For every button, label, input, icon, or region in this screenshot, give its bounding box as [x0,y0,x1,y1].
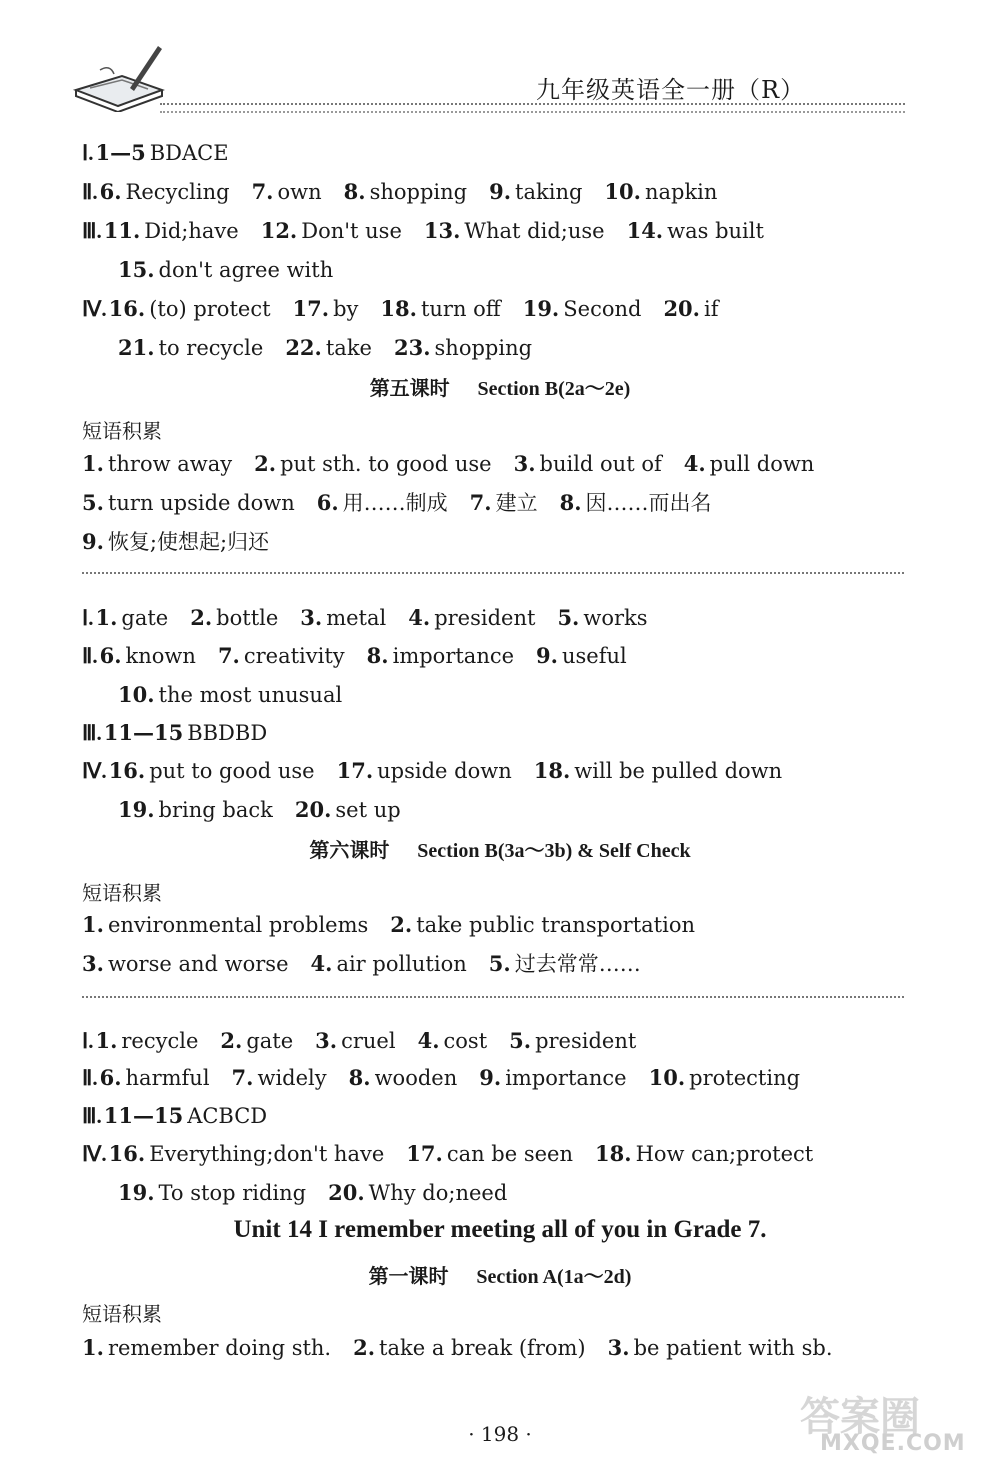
roman-numeral: Ⅱ. [82,644,98,668]
item-answer: bring back [158,798,273,822]
item-answer: to recycle [158,336,264,360]
item-answer: if [703,297,719,321]
phrase-item [82,490,295,516]
answer-line [82,179,739,205]
item-answer: Everything;don't have [149,1142,385,1166]
answer-item [109,296,271,322]
answer-item [95,140,228,166]
item-answer: gate [246,1029,294,1053]
answer-item [104,720,267,746]
item-answer: Why do;need [368,1181,508,1205]
answer-line [82,296,740,322]
answer-item [489,179,582,205]
item-number: 6. [99,1065,122,1090]
item-number: 3. [315,1028,338,1053]
answer-line [82,1028,658,1054]
phrase-text: air pollution [336,952,467,976]
phrase-text: throw away [107,452,233,476]
item-number: 18. [595,1141,632,1166]
answer-line [82,1141,835,1167]
answer-line [118,257,355,283]
answer-item [118,682,342,708]
phrase-item [684,451,815,477]
item-number: 13. [423,218,461,243]
answer-item [328,1180,507,1206]
item-number: 23. [393,335,431,360]
phrase-item [608,1335,833,1361]
lesson-heading-1 [0,1260,1000,1289]
item-number: 18. [533,758,571,783]
item-number: 3. [513,451,536,476]
item-number: 3. [300,605,323,630]
phrase-label: 短语积累 [82,419,162,443]
lesson-heading-6 [0,834,1000,863]
item-number: 20. [328,1180,365,1205]
roman-numeral: Ⅰ. [82,606,94,630]
answer-item [261,218,402,244]
item-answer: president [535,1029,637,1053]
roman-numeral: Ⅳ. [82,759,107,783]
phrase-line [82,1335,855,1361]
answer-line [118,1180,529,1206]
item-number: 17. [292,296,330,321]
item-number: 8. [559,490,582,515]
answer-item [534,758,782,784]
item-answer: put to good use [149,759,315,783]
phrase-item [311,951,467,977]
answer-line [82,720,289,746]
answer-item [367,643,514,669]
item-number: 12. [260,218,298,243]
item-answer: by [333,297,359,321]
answer-item [406,1141,573,1167]
phrase-text: pull down [709,452,815,476]
answer-item [220,1028,293,1054]
item-number: 16. [108,1141,146,1166]
item-number: 4. [683,451,706,476]
item-answer: own [277,180,322,204]
item-number: 10. [648,1065,686,1090]
item-answer: importance [392,644,515,668]
answer-line [118,797,423,823]
answer-item [95,605,168,631]
answer-item [479,1065,626,1091]
item-number: 4. [310,951,333,976]
item-answer: recycle [121,1029,199,1053]
answer-item [100,179,230,205]
phrase-item [254,451,491,477]
answer-item [649,1065,800,1091]
page-header [0,0,1000,110]
answer-line [82,140,251,166]
phrase-item [317,490,448,516]
phrase-item [353,1335,586,1361]
phrase-text: 建立 [495,491,538,515]
answer-item [627,218,764,244]
item-answer: can be seen [446,1142,574,1166]
item-answer: take [325,336,372,360]
item-answer: Recycling [125,180,230,204]
phrase-item [82,912,368,938]
answer-item [523,296,642,322]
item-number: 8. [366,643,389,668]
answer-item [118,257,333,283]
answer-item [295,797,401,823]
answer-item [218,643,345,669]
item-answer: gate [121,606,169,630]
item-answer: upside down [377,759,512,783]
item-number: 10. [118,682,155,707]
item-number: 5. [509,1028,532,1053]
item-answer: the most unusual [158,683,343,707]
item-answer: widely [257,1066,327,1090]
answer-item [595,1141,813,1167]
item-answer: taking [515,180,583,204]
item-number: 22. [285,335,322,360]
phrase-label: 短语积累 [82,1302,162,1326]
answer-item [408,605,535,631]
phrase-item [82,1335,331,1361]
item-number: 2. [353,1335,376,1360]
phrase-text: 过去常常…… [514,952,641,976]
phrase-text: remember doing sth. [107,1336,332,1360]
answer-item [394,335,532,361]
item-answer: (to) protect [149,297,271,321]
item-number: 1—5 [95,140,146,165]
answer-line [82,1103,289,1129]
item-number: 7. [469,490,492,515]
phrase-line [82,490,734,516]
answer-item [104,218,239,244]
phrase-item [470,490,538,516]
item-number: 3. [607,1335,630,1360]
answer-item [536,643,627,669]
header-rule [160,103,905,113]
item-number: 1. [95,1028,118,1053]
answer-line [118,335,554,361]
section-title: Section B(3a～3b) & Self Check [417,840,691,862]
item-answer: How can;protect [635,1142,814,1166]
answer-item [418,1028,488,1054]
item-number: 2. [390,912,413,937]
item-number: 16. [108,296,146,321]
item-number: 9. [479,1065,502,1090]
roman-numeral: Ⅰ. [82,141,94,165]
item-number: 7. [251,179,274,204]
item-number: 16. [108,758,146,783]
item-number: 5. [82,490,104,515]
item-number: 2. [220,1028,243,1053]
item-answer: cost [443,1029,488,1053]
answer-item [285,335,372,361]
answer-item [190,605,278,631]
phrase-text: take public transportation [416,913,696,937]
roman-numeral: Ⅳ. [82,297,107,321]
item-answer: Second [563,297,642,321]
answer-item [300,605,386,631]
answer-item [252,179,322,205]
item-answer: Don't use [301,219,402,243]
item-number: 18. [380,296,417,321]
phrase-line [82,451,836,477]
phrase-text: environmental problems [107,913,369,937]
item-answer: known [125,644,196,668]
phrase-text: worse and worse [107,952,289,976]
answer-item [118,335,263,361]
item-answer: was built [667,219,764,243]
phrase-text: take a break (from) [379,1336,586,1360]
item-answer: ACBCD [187,1104,268,1128]
item-number: 17. [336,758,374,783]
watermark-main: 答案圈 [800,1394,920,1440]
answer-line [82,218,786,244]
answer-item [232,1065,327,1091]
item-answer: shopping [434,336,533,360]
item-number: 7. [231,1065,254,1090]
answer-item [337,758,512,784]
answer-item [109,758,315,784]
answer-line [118,682,364,708]
answer-item [95,1028,198,1054]
item-number: 9. [489,179,512,204]
header-title: 九年级英语全一册（R） [536,76,806,104]
item-number: 21. [118,335,155,360]
notebook-pen-icon [70,40,170,112]
item-number: 7. [217,643,240,668]
item-number: 2. [190,605,213,630]
item-answer: shopping [369,180,468,204]
roman-numeral: Ⅳ. [82,1142,107,1166]
lesson-title: 第一课时 [368,1264,449,1288]
item-answer: wooden [374,1066,458,1090]
answer-item [315,1028,395,1054]
item-number: 20. [294,797,332,822]
answer-item [100,1065,210,1091]
item-number: 8. [343,179,366,204]
answer-item [118,1180,306,1206]
item-answer: cruel [341,1029,396,1053]
answer-line [82,758,804,784]
item-number: 6. [316,490,339,515]
item-number: 11. [103,218,141,243]
item-answer: will be pulled down [574,759,783,783]
item-number: 14. [626,218,664,243]
answer-item [380,296,500,322]
answer-item [344,179,467,205]
dotted-divider [82,996,904,998]
roman-numeral: Ⅱ. [82,180,98,204]
item-answer: What did;use [464,219,605,243]
phrase-line [82,912,717,938]
answer-item [424,218,605,244]
dotted-divider [82,572,904,574]
answer-line [82,1065,822,1091]
item-number: 6. [99,179,122,204]
item-number: 19. [522,296,560,321]
phrase-text: 因……而出名 [585,491,712,515]
phrase-item [560,490,712,516]
answer-line [82,643,649,669]
item-answer: To stop riding [158,1181,307,1205]
roman-numeral: Ⅰ. [82,1029,94,1053]
item-number: 4. [417,1028,440,1053]
phrase-text: put sth. to good use [280,452,492,476]
answer-item [293,296,359,322]
watermark-site: MXQE.COM [820,1431,966,1456]
item-number: 1. [82,451,104,476]
answer-item [109,1141,385,1167]
phrase-item [489,951,641,977]
lesson-title: 第六课时 [309,838,390,862]
item-number: 4. [408,605,431,630]
answer-item [663,296,718,322]
page-number: · 198 · [468,1422,532,1446]
item-answer: Did;have [144,219,239,243]
item-answer: BBDBD [187,721,268,745]
item-number: 1. [95,605,118,630]
phrase-item [82,951,289,977]
lesson-heading-5 [0,372,1000,401]
phrase-line [82,529,291,555]
roman-numeral: Ⅲ. [82,721,102,745]
item-answer: napkin [644,180,718,204]
item-number: 2. [254,451,277,476]
item-number: 1. [82,1335,104,1360]
item-number: 17. [406,1141,443,1166]
item-number: 10. [604,179,641,204]
item-number: 5. [557,605,580,630]
answer-item [104,1103,267,1129]
section-title: Section B(2a～2e) [477,378,631,400]
item-answer: president [434,606,536,630]
phrase-line [82,951,663,977]
item-answer: useful [561,644,627,668]
lesson-title: 第五课时 [369,376,450,400]
item-answer: BDACE [149,141,229,165]
watermark [800,1385,990,1457]
item-number: 9. [536,643,558,668]
roman-numeral: Ⅲ. [82,219,102,243]
phrase-text: 恢复;使想起;归还 [107,530,270,554]
phrase-text: build out of [539,452,662,476]
phrase-text: 用……制成 [342,491,448,515]
answer-item [349,1065,458,1091]
phrase-text: turn upside down [107,491,295,515]
item-number: 15. [118,257,155,282]
item-number: 5. [488,951,511,976]
item-number: 8. [348,1065,371,1090]
answer-item [100,643,196,669]
item-answer: importance [505,1066,627,1090]
item-answer: set up [335,798,401,822]
section-title: Section A(1a～2d) [476,1266,632,1288]
answer-item [118,797,273,823]
roman-numeral: Ⅱ. [82,1066,98,1090]
item-number: 20. [663,296,700,321]
item-answer: turn off [420,297,501,321]
phrase-text: be patient with sb. [633,1336,833,1360]
phrase-item [82,451,232,477]
item-answer: works [583,606,648,630]
answer-item [604,179,717,205]
item-number: 1. [82,912,104,937]
answer-item [557,605,647,631]
item-answer: protecting [689,1066,801,1090]
phrase-item [82,529,269,555]
answer-item [509,1028,636,1054]
item-answer: metal [326,606,387,630]
item-answer: harmful [125,1066,210,1090]
item-number: 9. [82,529,104,554]
item-number: 19. [118,1180,155,1205]
item-number: 11—15 [103,720,184,745]
item-number: 6. [99,643,122,668]
item-answer: don't agree with [158,258,334,282]
item-number: 19. [118,797,155,822]
roman-numeral: Ⅲ. [82,1104,102,1128]
item-answer: creativity [243,644,345,668]
item-answer: bottle [216,606,279,630]
phrase-item [390,912,695,938]
phrase-label: 短语积累 [82,881,162,905]
answer-line [82,605,670,631]
item-number: 11—15 [103,1103,184,1128]
phrase-item [514,451,662,477]
item-number: 3. [82,951,104,976]
unit-title: Unit 14 I remember meeting all of you in Grade 7. [233,1216,767,1243]
